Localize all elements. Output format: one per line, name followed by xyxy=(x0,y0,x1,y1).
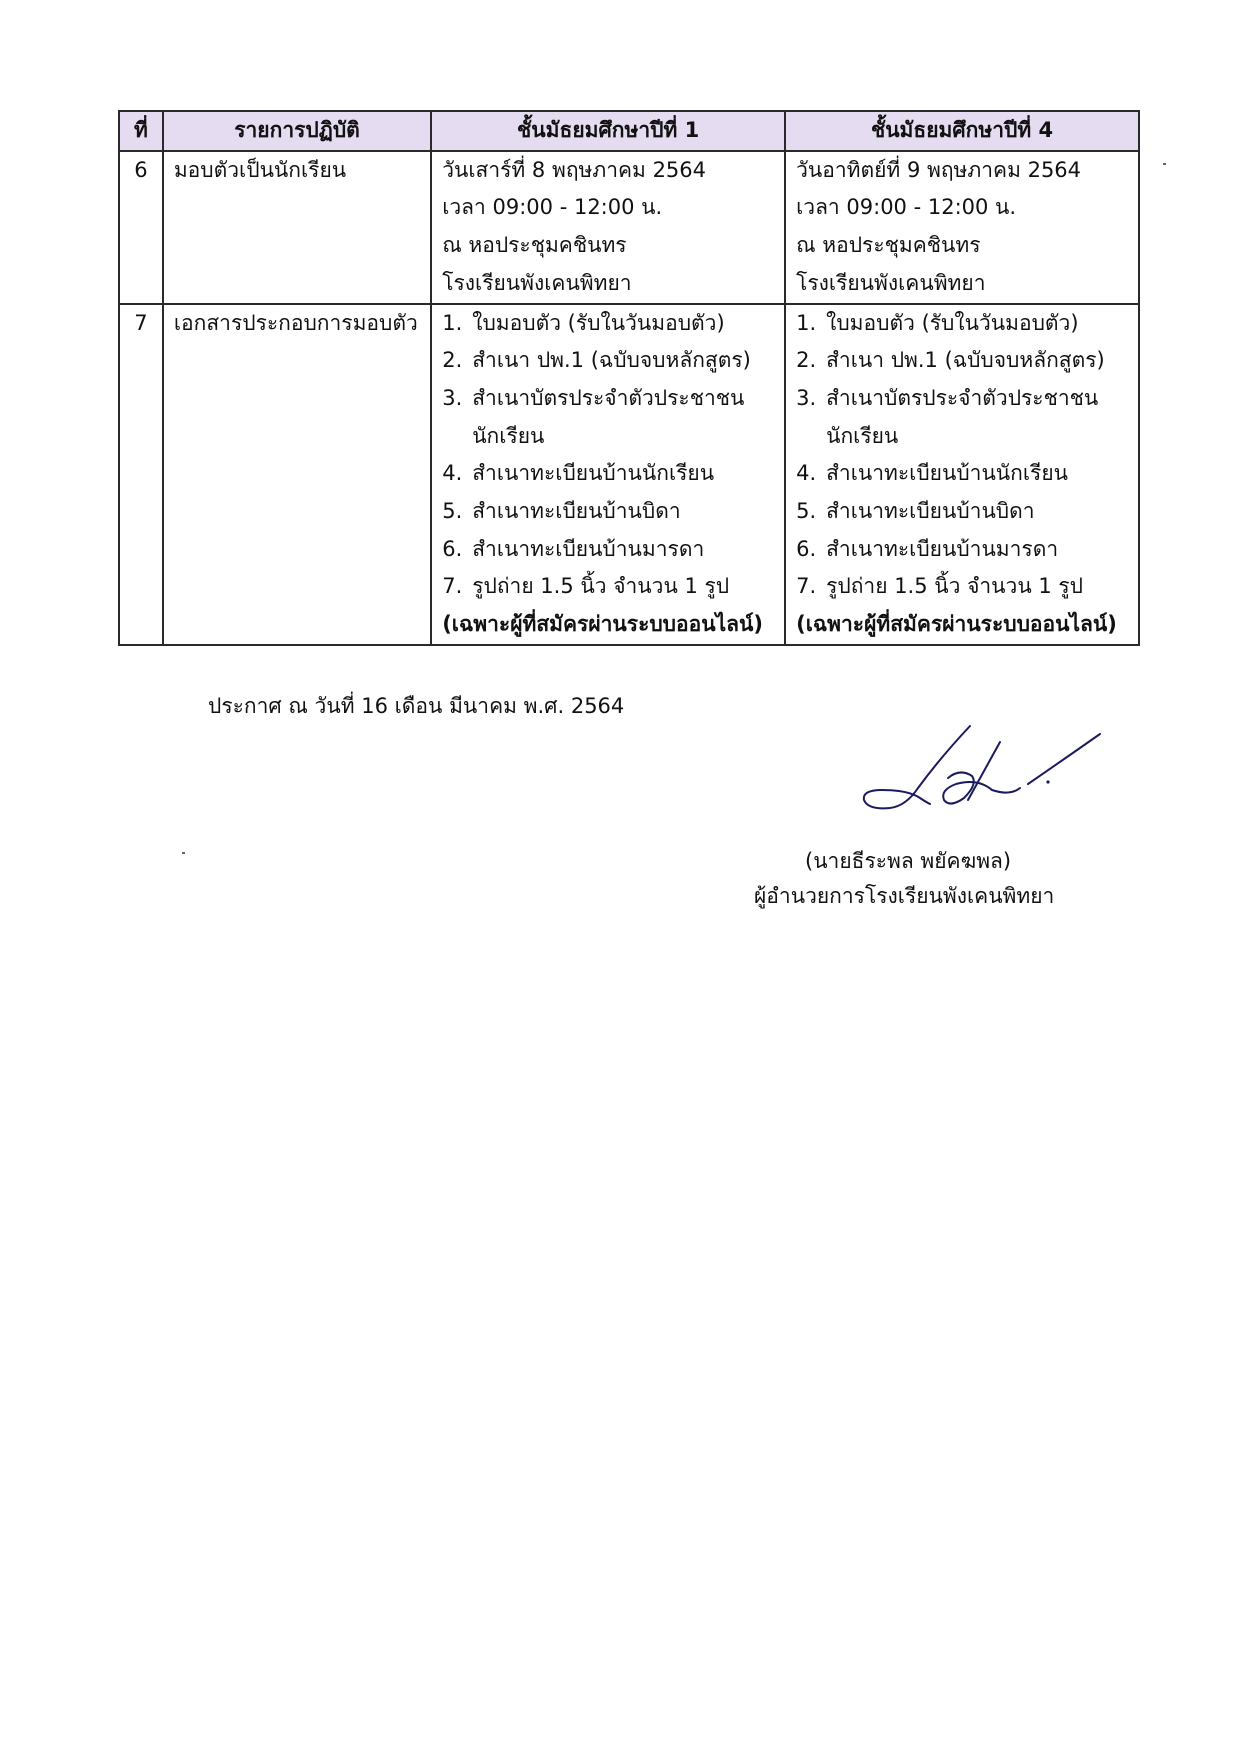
row-task: เอกสารประกอบการมอบตัว xyxy=(163,304,431,645)
row-number: 6 xyxy=(119,151,163,304)
signer-name: (นายธีระพล พยัคฆพล) xyxy=(805,849,1012,873)
row-task: มอบตัวเป็นนักเรียน xyxy=(163,151,431,304)
table-row xyxy=(119,304,1139,645)
m4-details xyxy=(785,151,1139,304)
m4-documents xyxy=(785,304,1139,645)
list-item: 4. สำเนาทะเบียนบ้านนักเรียน xyxy=(796,461,1068,486)
header-m1: ชั้นมัธยมศึกษาปีที่ 1 xyxy=(431,111,785,151)
header-task: รายการปฏิบัติ xyxy=(163,111,431,151)
scan-speck xyxy=(1163,163,1166,165)
online-note: (เฉพาะผู้ที่สมัครผ่านระบบออนไลน์) xyxy=(796,612,1117,637)
list-item: 2. สำเนา ปพ.1 (ฉบับจบหลักสูตร) xyxy=(442,348,751,373)
list-item: 7. รูปถ่าย 1.5 นิ้ว จำนวน 1 รูป xyxy=(442,574,730,599)
m1-time: เวลา 09:00 - 12:00 น. xyxy=(442,195,663,220)
signer-title: ผู้อำนวยการโรงเรียนพังเคนพิทยา xyxy=(754,884,1055,908)
row-number: 7 xyxy=(119,304,163,645)
list-item: 3. สำเนาบัตรประจำตัวประชาชน xyxy=(442,385,745,410)
list-item: 4. สำเนาทะเบียนบ้านนักเรียน xyxy=(442,461,715,486)
list-item: 6. สำเนาทะเบียนบ้านมารดา xyxy=(442,536,705,561)
m1-documents xyxy=(431,304,785,645)
schedule-table xyxy=(118,110,1140,646)
scan-speck xyxy=(182,852,185,854)
list-item: 3. สำเนาบัตรประจำตัวประชาชน xyxy=(796,385,1099,410)
announcement-date: ประกาศ ณ วันที่ 16 เดือน มีนาคม พ.ศ. 2564 xyxy=(208,694,625,718)
header-m4: ชั้นมัธยมศึกษาปีที่ 4 xyxy=(785,111,1139,151)
table-row xyxy=(119,151,1139,304)
m4-venue: ณ หอประชุมคชินทร xyxy=(796,233,981,258)
list-item: 1. ใบมอบตัว (รับในวันมอบตัว) xyxy=(796,310,1079,335)
header-number: ที่ xyxy=(119,111,163,151)
list-item: 5. สำเนาทะเบียนบ้านบิดา xyxy=(796,499,1035,524)
list-item-continuation: นักเรียน xyxy=(826,423,899,448)
list-item-continuation: นักเรียน xyxy=(472,423,545,448)
list-item: 5. สำเนาทะเบียนบ้านบิดา xyxy=(442,499,681,524)
m4-school: โรงเรียนพังเคนพิทยา xyxy=(796,270,986,295)
m1-venue: ณ หอประชุมคชินทร xyxy=(442,233,627,258)
signature-image xyxy=(860,718,1120,818)
m4-time: เวลา 09:00 - 12:00 น. xyxy=(796,195,1017,220)
table-header-row xyxy=(119,111,1139,151)
list-item: 6. สำเนาทะเบียนบ้านมารดา xyxy=(796,536,1059,561)
list-item: 1. ใบมอบตัว (รับในวันมอบตัว) xyxy=(442,310,725,335)
online-note: (เฉพาะผู้ที่สมัครผ่านระบบออนไลน์) xyxy=(442,612,763,637)
m1-date: วันเสาร์ที่ 8 พฤษภาคม 2564 xyxy=(442,157,707,182)
list-item: 2. สำเนา ปพ.1 (ฉบับจบหลักสูตร) xyxy=(796,348,1105,373)
m1-details xyxy=(431,151,785,304)
m4-date: วันอาทิตย์ที่ 9 พฤษภาคม 2564 xyxy=(796,157,1082,182)
m1-school: โรงเรียนพังเคนพิทยา xyxy=(442,270,632,295)
list-item: 7. รูปถ่าย 1.5 นิ้ว จำนวน 1 รูป xyxy=(796,574,1084,599)
